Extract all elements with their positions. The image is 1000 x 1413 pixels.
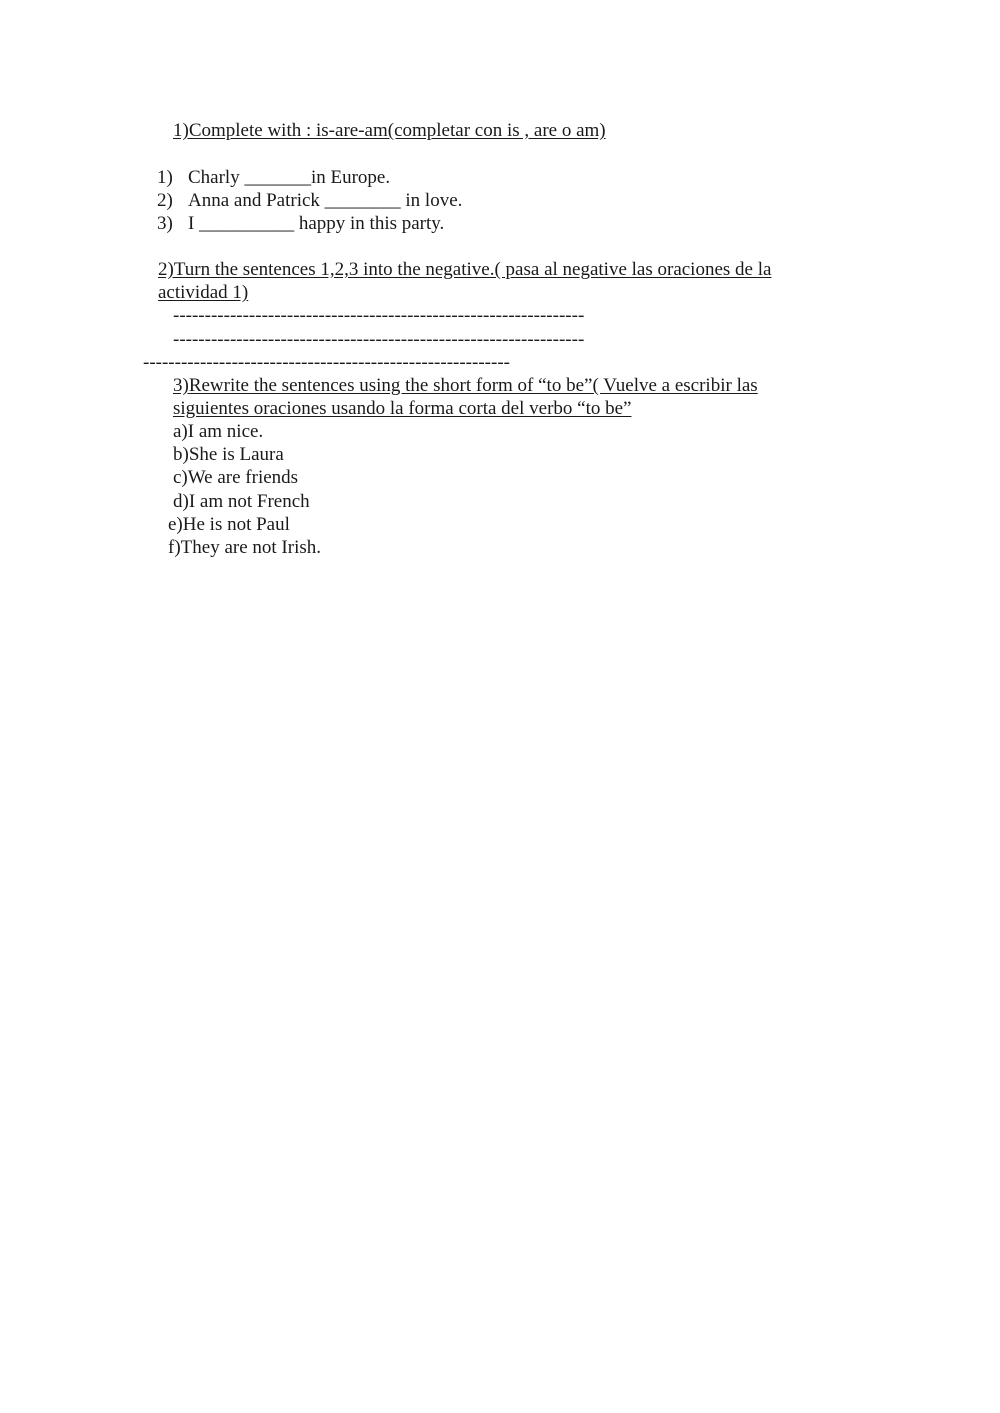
answer-dash-line: ---------------------------------------------------------- (143, 352, 510, 373)
list-item: e)He is not Paul (168, 514, 290, 535)
item-sentence: Charly _______in Europe. (188, 167, 391, 188)
list-item: f)They are not Irish. (168, 537, 321, 558)
answer-dash-line: ----------------------------------------------------------------- (173, 329, 585, 350)
section1-heading: 1)Complete with : is-are-am(completar con is , are o am) (173, 120, 606, 141)
list-item: b)She is Laura (173, 444, 284, 465)
section2-heading-line1: 2)Turn the sentences 1,2,3 into the negative.( pasa al negative las oraciones de la (158, 259, 772, 280)
section3-heading-line2: siguientes oraciones usando la forma corta del verbo “to be” (173, 398, 632, 419)
item-number: 2) (157, 190, 173, 211)
section2-heading-line2: actividad 1) (158, 282, 249, 303)
item-sentence: I __________ happy in this party. (188, 213, 445, 234)
section3-heading-line1: 3)Rewrite the sentences using the short form of “to be”( Vuelve a escribir las (173, 375, 758, 396)
list-item: a)I am nice. (173, 421, 264, 442)
list-item: d)I am not French (173, 491, 310, 512)
item-sentence: Anna and Patrick ________ in love. (188, 190, 463, 211)
item-number: 1) (157, 167, 173, 188)
item-number: 3) (157, 213, 173, 234)
answer-dash-line: ----------------------------------------------------------------- (173, 305, 585, 326)
list-item: c)We are friends (173, 467, 299, 488)
